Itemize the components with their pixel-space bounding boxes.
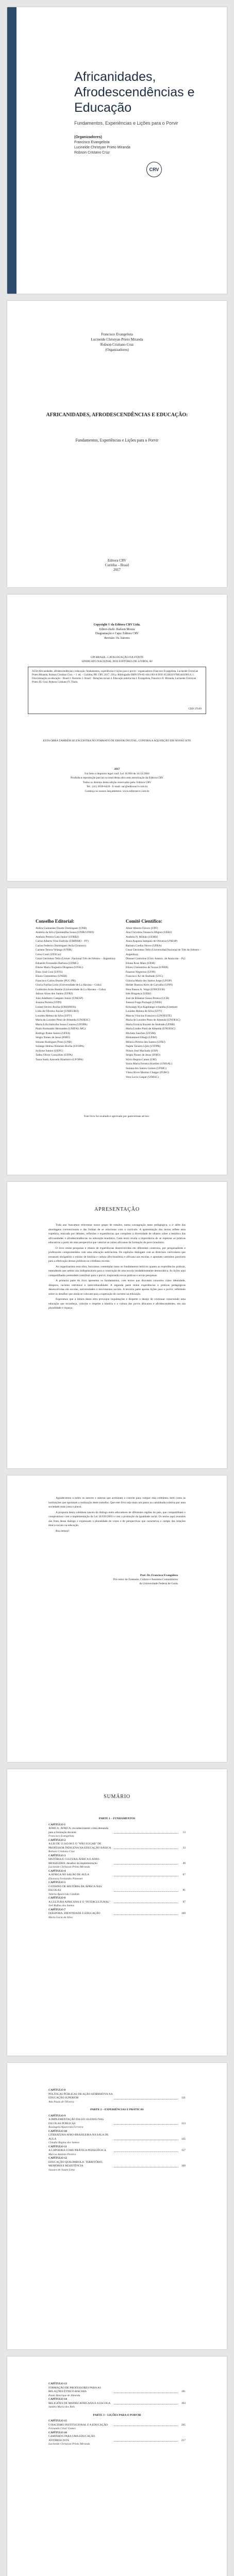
catalog-heading-line: CIP-BRASIL. CATALOGAÇÃO-NA-FONTE [90, 656, 144, 659]
council-member: Carlos Federico Dominguez Avila (Unieuro) [36, 944, 86, 947]
page-number: 181 [181, 2390, 186, 2393]
contents-entry [48, 2145, 186, 2157]
chapter-title: A CULTURA AFRICANA E O "INTERCULTURAL" [48, 1900, 111, 1904]
chapter-author: Marcos Antônio Pereira [48, 2153, 76, 2156]
address-line: Todos os direitos desta edição reservados pela: Editora CRV [82, 781, 152, 784]
chapter-title: EDUCAÇÃO QUILOMBOLA: TERRITÓRIO, MEMÓRIA E RESISTÊNCIA [48, 2160, 103, 2167]
chapter-number: CAPÍTULO 2 [48, 1838, 66, 1842]
paragraph: A primeira parte do livro apresenta os fundamentos, com textos que discutem conceitos como identidade, diáspora, racismo estrutural e interculturalidade. A segunda parte reúne experiências e práticas pedagógicas desenvolvidas em escolas, universidades e movimentos sociais. A terceira parte aponta lições para o porvir, refletindo sobre os desafios que ainda se colocam para a superação do racismo na educação. [48, 1279, 186, 1296]
chapter-title: CAMINHOS PARA UMA EDUCAÇÃO ANTIRRACISTA [48, 2435, 95, 2442]
editor-name: Francisco Evangelista [101, 332, 133, 336]
organizer-name: Robson Cristano Cruz [74, 151, 110, 155]
book-subtitle: Fundamentos, Experiências e Lições para o Porvir [74, 121, 178, 126]
page-number: 81 [182, 1889, 186, 1892]
council-member: Solange Helena Ximenes-Rocha (UFOPA) [36, 1045, 85, 1048]
chapter-title: POLÍTICAS PÚBLICAS DE AÇÃO AFIRMATIVA NA EDUCAÇÃO SUPERIOR [48, 2092, 113, 2099]
council-member: Vânia Alves Martins Chaigar (FURG) [126, 1071, 170, 1074]
copyright-line: Editor-chefe: Railson Moura [99, 628, 135, 631]
contents-entry [48, 2431, 186, 2447]
contents-list [48, 1813, 186, 1920]
page-number: 193 [181, 2401, 186, 2405]
council-member: Silvia Regina Canan (URI) [126, 1058, 157, 1061]
council-member: Kilwangy Kya Kapitango-a-Samba (Unemat) [126, 1005, 178, 1009]
council-member: Sydione Santos (UEPG) [36, 1049, 63, 1053]
page-number: 49 [182, 1861, 186, 1865]
contents-entry [48, 1854, 186, 1870]
catalog-heading [28, 655, 206, 664]
editor-role: (Organizadores) [105, 348, 129, 352]
council-member: Ilma Passos A. Veiga (UNICEUB) [126, 988, 165, 991]
contents-part-heading: PARTE 1 – FUNDAMENTOS [98, 1817, 136, 1820]
council-member: Eliane Rose Maio (UEM) [126, 961, 155, 965]
council-member: Maria Lília Imbiriba Sousa Colares (UFOPA) [36, 1023, 88, 1026]
council-member: Sérgio Nunes de Jesus (IFRO) [126, 1054, 160, 1057]
leader-dots [114, 1864, 178, 1865]
chapter-title: O ENSINO DE HISTÓRIA DA ÁFRICA NAS ESCOLAS [48, 1885, 102, 1892]
council-member: Inês Bragança (UERJ) [126, 992, 152, 995]
publisher-name: Editora CRV [107, 558, 127, 563]
council-member: Lourdes Helena da Silva (UFV) [36, 1014, 72, 1018]
contents-entry [48, 1839, 186, 1854]
council-member: Vera Lucia Gaspar (UDESC) [126, 1075, 159, 1079]
presentation-page-2 [7, 1476, 227, 1762]
chapter-number: CAPÍTULO 9 [48, 2114, 66, 2117]
page-number: 33 [182, 1846, 186, 1850]
paragraph: Esperamos que a leitura desta obra provoque inquietações e desperte o desejo de continuar construindo uma educação que reconheça, valorize e respeite a história e a cultura dos povos africanos e afrodescendentes, em sua pluralidade e riqueza. [48, 1298, 186, 1310]
chapter-title: LITERATURA AFRO-BRASILEIRA NA SALA DE AULA [48, 2133, 109, 2141]
council-member: Gloria Fariñas León (Universidade de La Havana – Cuba) [36, 984, 102, 987]
council-member: Ana Chrystina Venancio Mignot (UERJ) [126, 931, 172, 934]
committee-list [126, 926, 208, 1080]
copyright-line: Copyright © da Editora CRV Ltda. [93, 623, 141, 626]
organizer-name: Lucineide Christyan Prieto Miranda [74, 146, 130, 149]
council-member: Lourdes Helena da Silva (UFV) [126, 1010, 162, 1013]
paragraph: Todo ano buscamos reinventar nosso grupo de estudos, numa consagração tanto pedagógica, a ir além das abordagens convencionais e das formas de se relacionar com o currículo. A apresentação dos textos reflete essa trajetória, marcada por debates, reflexões e experiências que compõem a diversidade de olhares sobre a temática das africanidades e afrodescendências na educação brasileira. Cada texto revela a importância de se repensar as práticas educativas a partir de uma perspectiva que valorize as raízes africanas da formação do povo brasileiro. [48, 1224, 186, 1244]
paragraph: Ao organizarmos esta obra, buscamos contemplar tanto os fundamentos teóricos quanto as experiências práticas, entendendo que ambos são indispensáveis para a construção de uma escola verdadeiramente democrática. As lições aqui compartilhadas pretendem contribuir para o porvir, inspirando novas práticas e novas pesquisas. [48, 1265, 186, 1277]
contents-entry [48, 2382, 186, 2398]
council-member: Josania Portela (UFPI) [36, 1001, 62, 1004]
scientific-committee-heading: Comitê Científico: [126, 919, 162, 924]
chapter-author: Robson Cristiano Cruz [48, 1850, 75, 1853]
address-line: Proibida a reprodução parcial ou total desta obra sem autorização da Editora CRV [70, 776, 164, 779]
editorial-council-heading: Conselho Editorial: [36, 919, 75, 924]
address-line: Conheça os nossos lançamentos: www.editoracrv.com.br [85, 789, 149, 793]
council-member: Francisco Ari de Andrade (UFC) [126, 975, 163, 978]
chapter-title: RELIGIÕES DE MATRIZ AFRICANA E A ESCOLA [48, 2401, 111, 2405]
council-member: Élsio José Corá (UFFS) [36, 970, 63, 974]
contents-page-2 [7, 2063, 227, 2349]
council-member: Sonia Maria Ferreira Koehler (UNISAL) [126, 1062, 173, 1065]
review-note: Este livro foi avaliado e aprovado por pareceristas ad hoc. [84, 1115, 150, 1118]
leader-dots [114, 2124, 178, 2125]
editors-list [7, 332, 227, 352]
council-member: Maria de Lourdes Pinto de Almeida (UNOESC) [126, 1019, 180, 1022]
council-member: Anna Augusta Sampaio de Oliveira (UNESP) [126, 940, 178, 943]
organizer-name: Francisco Evangelista [74, 141, 110, 144]
council-member: Lídia de Oliveira Xavier (UNIEURO) [36, 1010, 79, 1013]
council-member: Maria de Lourdes Pinto de Almeida (UNOESC) [36, 1019, 90, 1022]
council-member: Aldira Guimarães Duarte Domínguez (UNB) [36, 926, 87, 930]
council-member: Celso Conti (UFSCar) [36, 953, 61, 956]
address-line: Foi feito o depósito legal conf. Lei 10.994 de 14/12/2004 [85, 772, 149, 775]
council-member: Maria Eurácia Barreto de Andrade (UFRB) [126, 1023, 175, 1026]
chapter-number: CAPÍTULO 3 [48, 1854, 66, 1857]
chapter-title: A ÁFRICA NO SALÃO DE AULA [48, 1873, 89, 1876]
contents-title: SUMÁRIO [104, 1794, 130, 1800]
page-number: 157 [181, 2149, 186, 2152]
chapter-author: Lucineide Christyan Prieto Miranda [48, 1866, 90, 1869]
chapter-author: Lucineide Christyan Prieto Miranda [48, 2443, 90, 2446]
paragraph: A proposta desta coletânea nasceu do diálogo entre educadores de diferentes regiões do país, que compartilham o compromisso com a implementação da Lei 10.639/2003 e com a promoção da igualdade racial. Os textos aqui reunidos são fruto desse diálogo e expressam a pluralidade de vozes e de perspectivas que caracteriza o campo das relações étnico-raciais na educação. [48, 1511, 186, 1527]
chapter-title: HISTÓRIA E CULTURA ÁFRICA E AFRO-BRASILEIRA: desafios da implementação [48, 1858, 101, 1865]
publisher-address [28, 767, 206, 793]
presentation-title: APRESENTAÇÃO [94, 1207, 140, 1212]
publication-year: 2017 [113, 568, 121, 572]
contents-entry [48, 2157, 186, 2172]
page-number: 97 [182, 1900, 186, 1904]
council-member: Carlos Alberto Vilar Estêvão (UMINHO – PT) [36, 940, 89, 943]
chapter-author: Valéria Aparecida Cândido [48, 1892, 80, 1896]
council-member: Suzana dos Santos Gomes (UFMG) [126, 1066, 166, 1070]
chapter-number: CAPÍTULO 6 [48, 1896, 66, 1900]
council-member: Marcos Vinicius Francisco (UNOESTE) [126, 1014, 172, 1018]
signature-name: Prof. Dr. Francisco Evangelista [140, 1574, 178, 1577]
council-member: Simone Rodrigues Pinto (UNB) [36, 1040, 72, 1044]
copyright-line: Revisão: Os Autores [104, 636, 130, 640]
editorial-council-page [7, 888, 227, 1175]
page-number: 109 [181, 1912, 186, 1915]
chapter-title: A LEI DE 11.645/08 E O "NÃO LUGAR" DE PROFESSOR ÍNDIGENA NA EDUCAÇÃO BÁSICA [48, 1842, 111, 1850]
contents-entry [48, 2398, 186, 2410]
council-list [36, 926, 118, 1062]
page-number: 205 [181, 2423, 186, 2427]
contents-list [48, 2089, 186, 2172]
publisher-info [7, 558, 227, 572]
publisher-logo: CRV [146, 162, 162, 177]
editorial-council-column [36, 919, 118, 1062]
contents-page [7, 1769, 227, 2056]
ebook-notice: ESTA OBRA TAMBÉM SE ENCONTRA NO FORMATO DE EBOOK DIGITAL, CONFIRA A AQUISIÇÃO EM NOSSO SITE [43, 739, 191, 742]
council-member: Jussara Fraga Portugal (UNEB) [126, 1001, 162, 1004]
contents-entry [48, 1823, 186, 1839]
council-member: Mohammed Elhajji (UFRJ) [126, 1036, 157, 1039]
council-member: Eduardo Fernandes Barbosa (UFMG) [36, 961, 78, 965]
contents-part-heading: PARTE 2 – EXPERIÊNCIAS E PRÁTICAS [90, 2108, 144, 2111]
council-member: Michele Sanchez (UFSM) [126, 1031, 156, 1035]
council-member: Nilson José Machado (USP) [126, 1049, 158, 1053]
council-member: Elione Maria Nogueira Diogenes (UFAL) [36, 966, 83, 969]
council-member: Cesar Gerónimo Tello (Universidad Nacional de Três de Febrero – Argentina) [126, 948, 202, 956]
council-member: Paulo Romualdo Hernandes (UNIFAL-MG) [36, 1027, 86, 1030]
catalog-body: A258 Africanidades, afrodescendências e educação: fundamentos, experiências e lições para o porvir / organizadores Francisco Evangelista, Lucineide Christyan Prieto Miranda, Robson Cristiano Cruz. – 1. ed. – Curitiba, PR: CRV, 2017. 236 p. Bibliografia ISBN 978-85-444-1901-8 DOI 10.24824/978854441901.8. 1. Discriminação na educação – Brasil 2. Racismo 3. Brasil – Relações raciais 4. Educação antirracista I. Evangelista, Francisco II. Miranda, Lucineide Christyan Prieto III. Cruz, Robson Cristiano IV. Título. [32, 670, 198, 684]
council-member: Fauston Negreiros (UFPI) [126, 970, 156, 974]
council-member: Guillermo Arias Beatón (Universidade de La Havana – Cuba) [36, 988, 106, 991]
cover-page [7, 7, 227, 294]
presentation-body [48, 1223, 186, 1312]
council-member: Elizeu Clementino de Souza (UNEB) [126, 966, 169, 969]
chapter-number: CAPÍTULO 16 [48, 2431, 67, 2434]
chapter-author: Joel Rufino dos Santos [48, 1904, 75, 1907]
chapter-author: Paulo Henrique de Almeida [48, 2394, 80, 2397]
editor-name: Lucineide Christyan Prieto Miranda [91, 337, 143, 342]
address-line: 2017 [114, 768, 120, 771]
contents-entry [48, 1896, 186, 1908]
page-number: 13 [182, 1831, 186, 1834]
council-member: Jailson Alves dos Santos (UFRJ) [36, 992, 73, 995]
page-number: 67 [182, 1873, 186, 1876]
presentation-signature [113, 1573, 178, 1586]
council-member: José de Ribamar Sousa Pereira (UCB) [126, 996, 170, 1000]
council-member: Andréia da Silva Quintanilha Sousa (UNIR/UFRN) [36, 931, 94, 934]
chapter-number: CAPÍTULO 1 [48, 1823, 66, 1826]
chapter-number: CAPÍTULO 12 [48, 2157, 67, 2160]
chapter-number: CAPÍTULO 8 [48, 2089, 66, 2092]
contents-entry [48, 2089, 186, 2104]
council-member: Altair Alberto Fávero (UPF) [126, 926, 158, 930]
chapter-number: CAPÍTULO 11 [48, 2145, 67, 2148]
council-member: Helder Buenos Aires de Carvalho (UFPI) [126, 984, 173, 987]
copyright-page [7, 595, 227, 881]
chapter-author: Marta Lúcia da Silva [48, 1916, 73, 1919]
council-member: Najela Tavares Ujiie (UTFPR) [126, 1045, 161, 1048]
chapter-author: Jussara de Souza Lima [48, 2168, 75, 2172]
paragraph: Agradecemos a todos os autores e autoras que aceitaram o convite para compor esta coletânea, bem como às instituições que apoiaram a realização deste trabalho. Que este livro seja mais um passo na caminhada coletiva por uma sociedade mais justa e plural. [48, 1497, 186, 1509]
title-page-subtitle: Fundamentos, Experiências e Lições para o Porvir [75, 438, 159, 443]
chapter-number: CAPÍTULO 13 [48, 2382, 67, 2385]
signature-role: Pró-reitor de Extensão, Cultura e Assuntos Comunitários [113, 1578, 178, 1581]
chapter-author: Fernando César Gomes [48, 2427, 76, 2430]
chapter-number: CAPÍTULO 15 [48, 2419, 67, 2422]
chapter-number: CAPÍTULO 10 [48, 2129, 67, 2133]
contents-entry [48, 1870, 186, 1882]
signature-institution: da Universidade Federal de Goiás [139, 1582, 178, 1585]
chapter-title: ÁFRICA: ÁFRICA: reconhecimento como demanda para a formação docente [48, 1827, 109, 1834]
leader-dots [114, 2441, 178, 2442]
leader-dots [114, 1833, 178, 1834]
council-member: Maria Lurdes Pinto de Almeida (UNOESC) [126, 1027, 176, 1030]
chapter-author: Eleonora Fernandes Pimentel [48, 1877, 83, 1880]
chapter-title: A IMPLEMENTAÇÃO DA LEI 10.639/03 NAS ESCOLAS PÚBLICAS [48, 2118, 104, 2125]
contents-entry [48, 1908, 186, 1920]
cover-side-bar [7, 7, 16, 294]
contents-list [48, 2382, 186, 2447]
council-member: Francisco Carlos Duarte (PUC-PR) [36, 979, 76, 982]
council-member: Sérgio Nunes de Jesus (IFRO) [36, 1036, 70, 1039]
chapter-author: Rosângela Aparecida Ferreira [48, 2126, 83, 2129]
council-member: Tania Suely Azevedo Brasileiro (UFOPA) [36, 1058, 83, 1061]
contents-entry [48, 1881, 186, 1896]
chapter-author: Cláudia Regina dos Santos [48, 2141, 79, 2144]
copyright-line: Diagramação e Capa: Editora CRV [95, 632, 139, 635]
page-number: 133 [181, 2122, 186, 2125]
chapter-author: Ana Paula de Oliveira [48, 2100, 74, 2104]
paragraph: Boa leitura! [56, 1529, 70, 1533]
organizers-block [74, 135, 219, 156]
copyright-lines [28, 623, 206, 640]
book-title: Africanidades, Afrodescendências e Educação [74, 70, 195, 115]
council-member: Elizeu Clementino (UNEB) [36, 975, 68, 978]
council-member: Carmen Tereza Velanga (UNIR) [36, 948, 72, 952]
council-member: Rodrigo Pratte-Santos (UFES) [36, 1031, 71, 1035]
catalog-heading-line: SINDICATO NACIONAL DOS EDITORES DE LIVROS, RJ [81, 660, 153, 663]
contents-part-heading: PARTE 3 – LIÇÕES PARA O PORVIR [93, 2413, 141, 2417]
organizers-heading: (Organizadores) [74, 135, 102, 139]
title-page [7, 301, 227, 587]
council-member: Tadeu Oliver Gonçalves (UFPA) [36, 1054, 73, 1057]
chapter-author: Francisco Evangelista [48, 1835, 74, 1838]
chapter-title: FORMAÇÃO DE PROFESSORES PARA AS RELAÇÕES ÉTNICO-RACIAIS [48, 2386, 101, 2393]
title-page-title: AFRICANIDADES, AFRODESCENDÊNCIAS E EDUCAÇÃO: [46, 412, 188, 418]
council-member: Cesar Gerónimo Tello (Univer .Nacional Três de Febrero – Argentina) [36, 957, 115, 960]
council-member: Barbara Coelho Neves (UFBA) [126, 944, 162, 947]
chapter-number: CAPÍTULO 5 [48, 1881, 66, 1884]
catalog-cdd: CDD 370.89 [188, 708, 202, 710]
council-member: Andréia N. Militão (UEMS) [126, 935, 158, 939]
leader-dots [114, 1914, 178, 1915]
contents-page-3 [7, 2357, 227, 2576]
contents-entry [48, 2130, 186, 2145]
council-member: Diosnel Centurion (Univ Americ. de Asunción – Py) [126, 957, 186, 960]
address-line: Tel.: (41) 3039-6418 - E-mail: sac@editoracrv.com.br [86, 785, 148, 788]
catalog-record [28, 667, 206, 714]
chapter-number: CAPÍTULO 14 [48, 2398, 67, 2401]
chapter-author: Sandra Maria dos Reis [48, 2405, 75, 2409]
leader-dots [114, 1891, 178, 1892]
chapter-title: O RACISMO INSTITUCIONAL E A EDUCAÇÃO [48, 2423, 108, 2427]
council-member: João Adalberto Campato Junior (UNESP) [36, 996, 83, 1000]
council-member: Mônica Pereira dos Santos (UFRJ) [126, 1040, 165, 1044]
publisher-city: Curitiba – Brasil [105, 563, 129, 567]
council-member: Gláucia Maria dos Santos Jorge (UFOP) [126, 979, 172, 982]
page-number: 169 [181, 2164, 186, 2167]
editor-name: Robson Cristiano Cruz [100, 343, 134, 347]
contents-entry [48, 2114, 186, 2130]
chapter-title: A CAPOEIRA COMO PRÁTICA PEDAGÓGICA [48, 2149, 106, 2152]
council-member: Antônio Pereira Gaio Júnior (UFRRJ) [36, 935, 79, 939]
scientific-committee-column [126, 919, 208, 1079]
presentation-page [7, 1182, 227, 1468]
chapter-number: CAPÍTULO 4 [48, 1869, 66, 1873]
paragraph: O livro reúne pesquisas e relatos de experiências desenvolvidas em diferentes contextos, por pesquisadores e professores comprometidos com uma educação antirracista. Os capítulos dialogam com as diretrizes curriculares que tornaram obrigatório o ensino de história e cultura afro-brasileira e africana nas escolas, e apontam caminhos possíveis para a efetivação dessas políticas no cotidiano escolar. [48, 1246, 186, 1263]
page-number: 145 [181, 2137, 186, 2141]
presentation-body-continued [48, 1496, 186, 1534]
contents-entry [48, 2419, 186, 2431]
council-member: Leonel Severo Rocha (UNISINOS) [36, 1005, 76, 1009]
chapter-title: DIÁSPORA, IDENTIDADE E EDUCAÇÃO [48, 1912, 101, 1915]
page-number: 121 [181, 2096, 186, 2099]
chapter-number: CAPÍTULO 7 [48, 1908, 66, 1911]
page-number: 217 [181, 2438, 186, 2442]
leader-dots [114, 2151, 178, 2152]
